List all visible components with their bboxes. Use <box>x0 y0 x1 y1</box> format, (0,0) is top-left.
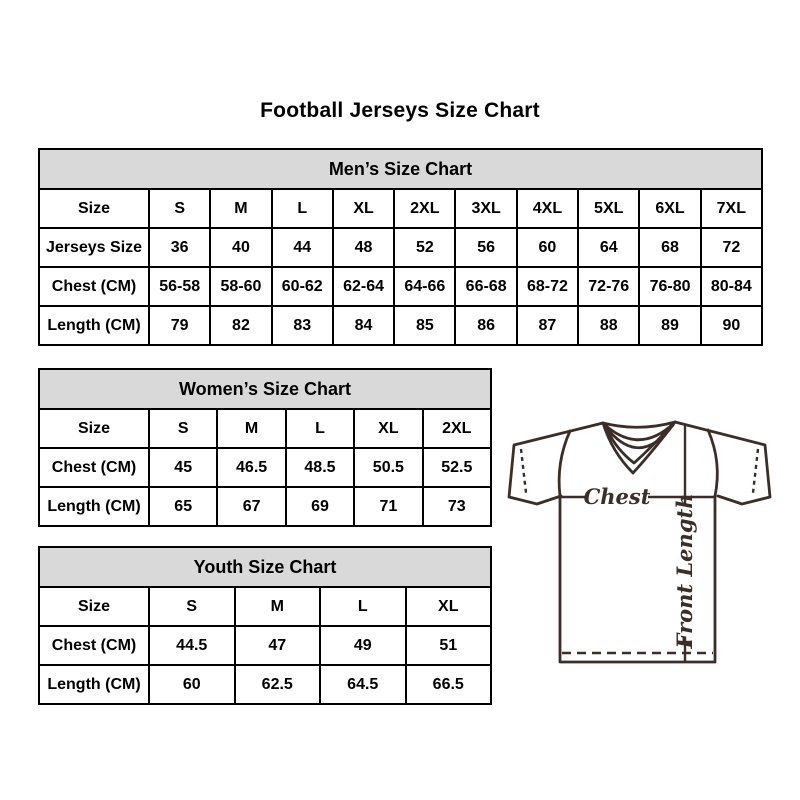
chest-label: Chest <box>583 484 651 509</box>
data-cell: 82 <box>210 306 271 345</box>
data-cell: 58-60 <box>210 267 271 306</box>
row-label-cell: Chest (CM) <box>39 267 149 306</box>
data-cell: 90 <box>701 306 762 345</box>
column-header-cell: 5XL <box>578 189 639 228</box>
row-header-column-title: Size <box>39 189 149 228</box>
table-row <box>39 228 762 267</box>
table-section-title: Youth Size Chart <box>39 547 491 587</box>
column-header-cell: L <box>272 189 333 228</box>
data-cell: 40 <box>210 228 271 267</box>
table-row <box>39 626 491 665</box>
column-header-cell: L <box>286 409 354 448</box>
column-header-cell: S <box>149 409 217 448</box>
table-row <box>39 306 762 345</box>
womens-size-table <box>38 368 492 527</box>
column-header-cell: XL <box>354 409 422 448</box>
row-label-cell: Length (CM) <box>39 487 149 526</box>
column-header-cell: XL <box>333 189 394 228</box>
data-cell: 72 <box>701 228 762 267</box>
column-header-cell: M <box>235 587 321 626</box>
data-cell: 52 <box>394 228 455 267</box>
jersey-left-armhole <box>559 431 570 496</box>
data-cell: 64-66 <box>394 267 455 306</box>
column-header-cell: S <box>149 189 210 228</box>
column-header-cell: 2XL <box>423 409 491 448</box>
data-cell: 69 <box>286 487 354 526</box>
jersey-right-armhole <box>708 430 717 496</box>
data-cell: 86 <box>455 306 516 345</box>
column-header-cell: 7XL <box>701 189 762 228</box>
data-cell: 68-72 <box>517 267 578 306</box>
jersey-collar-top <box>603 422 675 427</box>
table-section-title: Men’s Size Chart <box>39 149 762 189</box>
data-cell: 60 <box>517 228 578 267</box>
jersey-measurement-diagram <box>500 400 780 680</box>
column-header-cell: XL <box>406 587 492 626</box>
data-cell: 60 <box>149 665 235 704</box>
data-cell: 66.5 <box>406 665 492 704</box>
column-header-cell: 3XL <box>455 189 516 228</box>
data-cell: 51 <box>406 626 492 665</box>
column-header-cell: L <box>320 587 406 626</box>
data-cell: 50.5 <box>354 448 422 487</box>
data-cell: 64 <box>578 228 639 267</box>
data-cell: 80-84 <box>701 267 762 306</box>
data-cell: 46.5 <box>217 448 285 487</box>
data-cell: 84 <box>333 306 394 345</box>
table-section-title: Women’s Size Chart <box>39 369 491 409</box>
data-cell: 62-64 <box>333 267 394 306</box>
data-cell: 89 <box>639 306 700 345</box>
data-cell: 68 <box>639 228 700 267</box>
column-header-cell: 6XL <box>639 189 700 228</box>
page-title: Football Jerseys Size Chart <box>260 99 540 122</box>
data-cell: 83 <box>272 306 333 345</box>
column-header-cell: 4XL <box>517 189 578 228</box>
front-length-label: Front Length <box>672 493 697 649</box>
data-cell: 49 <box>320 626 406 665</box>
row-header-column-title: Size <box>39 587 149 626</box>
table-row <box>39 448 491 487</box>
data-cell: 71 <box>354 487 422 526</box>
data-cell: 62.5 <box>235 665 321 704</box>
data-cell: 45 <box>149 448 217 487</box>
data-cell: 85 <box>394 306 455 345</box>
table-row <box>39 665 491 704</box>
data-cell: 65 <box>149 487 217 526</box>
data-cell: 66-68 <box>455 267 516 306</box>
column-header-cell: M <box>210 189 271 228</box>
row-header-column-title: Size <box>39 409 149 448</box>
row-label-cell: Jerseys Size <box>39 228 149 267</box>
data-cell: 56 <box>455 228 516 267</box>
data-cell: 56-58 <box>149 267 210 306</box>
row-label-cell: Chest (CM) <box>39 448 149 487</box>
row-label-cell: Length (CM) <box>39 306 149 345</box>
left-cuff-dashed-line <box>521 449 526 493</box>
data-cell: 76-80 <box>639 267 700 306</box>
row-label-cell: Chest (CM) <box>39 626 149 665</box>
table-row <box>39 267 762 306</box>
column-header-cell: 2XL <box>394 189 455 228</box>
jersey-outline-svg <box>500 400 780 680</box>
data-cell: 73 <box>423 487 491 526</box>
data-cell: 44.5 <box>149 626 235 665</box>
data-cell: 60-62 <box>272 267 333 306</box>
column-header-cell: M <box>217 409 285 448</box>
data-cell: 44 <box>272 228 333 267</box>
data-cell: 87 <box>517 306 578 345</box>
row-label-cell: Length (CM) <box>39 665 149 704</box>
data-cell: 88 <box>578 306 639 345</box>
data-cell: 79 <box>149 306 210 345</box>
data-cell: 36 <box>149 228 210 267</box>
right-cuff-dashed-line <box>753 449 758 493</box>
data-cell: 48.5 <box>286 448 354 487</box>
data-cell: 64.5 <box>320 665 406 704</box>
mens-size-table <box>38 148 763 346</box>
data-cell: 67 <box>217 487 285 526</box>
data-cell: 72-76 <box>578 267 639 306</box>
youth-size-table <box>38 546 492 705</box>
data-cell: 48 <box>333 228 394 267</box>
table-row <box>39 487 491 526</box>
data-cell: 52.5 <box>423 448 491 487</box>
column-header-cell: S <box>149 587 235 626</box>
data-cell: 47 <box>235 626 321 665</box>
jersey-right-sleeve <box>675 422 770 504</box>
